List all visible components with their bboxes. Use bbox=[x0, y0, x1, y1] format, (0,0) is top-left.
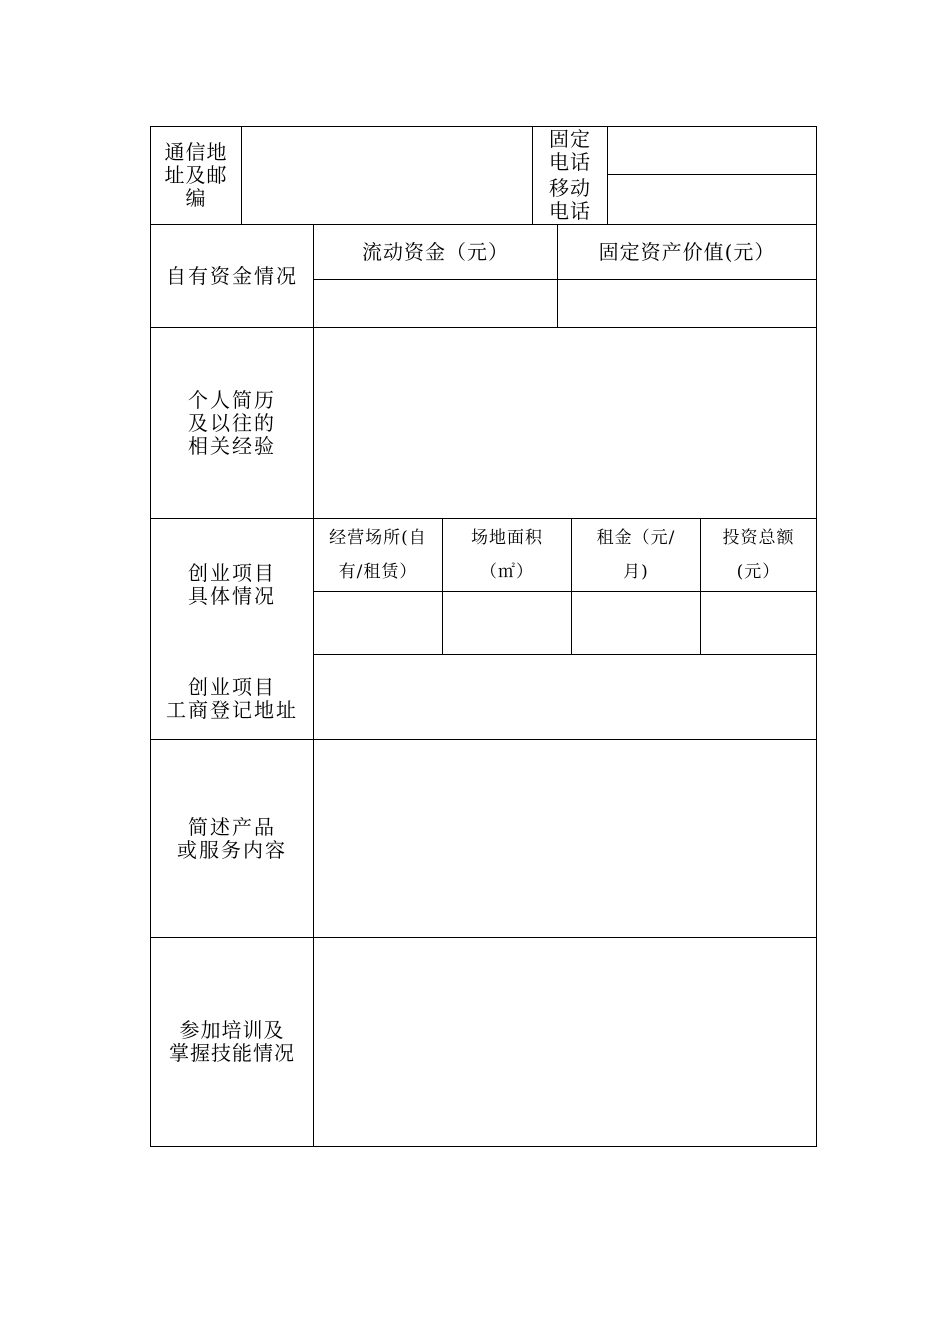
investment-header: 投资总额 (元） bbox=[722, 528, 795, 582]
mobile-label: 移动 电话 bbox=[549, 175, 591, 223]
fixed-assets-header: 固定资产价值(元） bbox=[598, 240, 776, 264]
premises-field[interactable] bbox=[315, 593, 441, 653]
mobile-field[interactable] bbox=[609, 176, 815, 223]
registration-field[interactable] bbox=[315, 656, 815, 738]
training-field[interactable] bbox=[315, 939, 815, 1145]
funds-label: 自有资金情况 bbox=[166, 263, 298, 288]
address-label: 通信地 址及邮 编 bbox=[164, 140, 228, 210]
resume-label: 个人简历 及以往的 相关经验 bbox=[188, 387, 276, 458]
landline-field[interactable] bbox=[609, 128, 815, 173]
rent-field[interactable] bbox=[573, 593, 699, 653]
products-field[interactable] bbox=[315, 741, 815, 936]
address-field[interactable] bbox=[243, 128, 531, 223]
premises-header: 经营场所(自 有/租赁） bbox=[329, 528, 427, 582]
table-border-right bbox=[816, 126, 817, 1147]
area-header: 场地面积 （㎡） bbox=[471, 528, 543, 582]
area-field[interactable] bbox=[444, 593, 570, 653]
training-label: 参加培训及 掌握技能情况 bbox=[169, 1018, 295, 1065]
products-label: 简述产品 或服务内容 bbox=[177, 814, 287, 862]
working-capital-field[interactable] bbox=[315, 281, 556, 326]
table-border-bottom bbox=[150, 1146, 817, 1147]
landline-label: 固定 电话 bbox=[549, 126, 591, 174]
resume-field[interactable] bbox=[315, 329, 815, 517]
investment-field[interactable] bbox=[702, 593, 815, 653]
working-capital-header: 流动资金（元） bbox=[362, 240, 509, 264]
registration-label: 创业项目 工商登记地址 bbox=[166, 675, 298, 722]
rent-header: 租金（元/ 月) bbox=[596, 528, 676, 582]
project-label: 创业项目 具体情况 bbox=[188, 561, 276, 608]
fixed-assets-field[interactable] bbox=[559, 281, 815, 326]
